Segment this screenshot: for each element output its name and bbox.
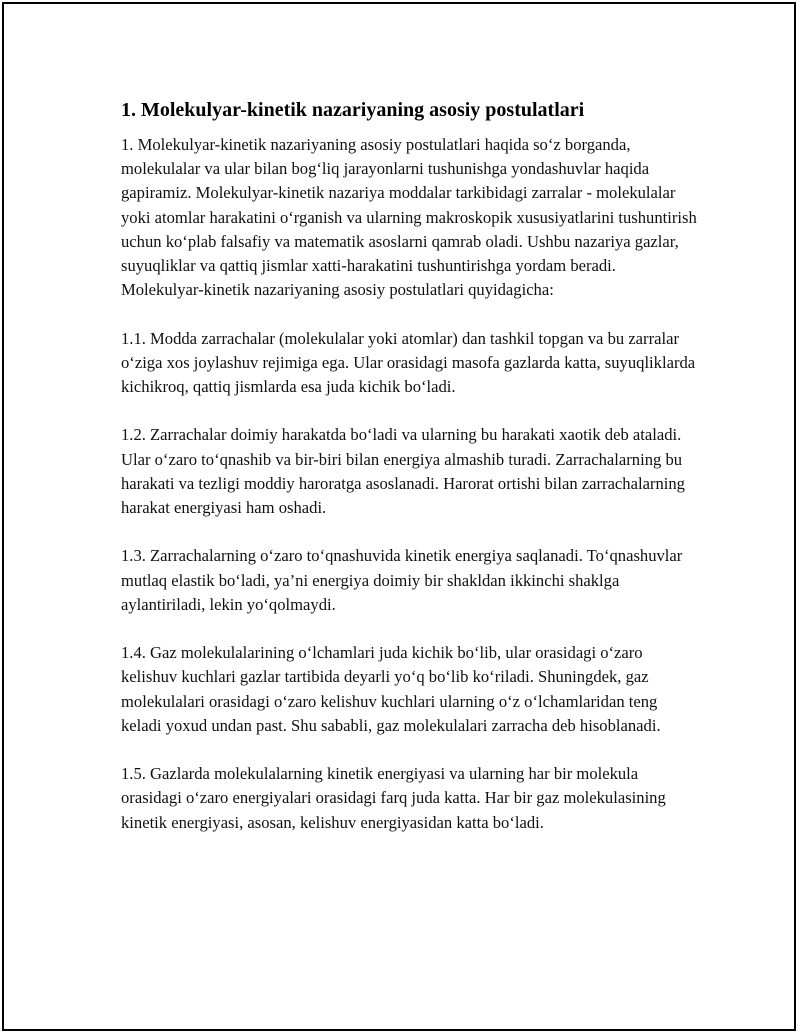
paragraph-1-1: 1.1. Modda zarrachalar (molekulalar yoki atomlar) dan tashkil topgan va bu zarralar o‘ziga xos joylashuv rejimiga ega. Ular orasidagi masofa gazlarda katta, suyuqliklarda kichikroq, qattiq jismlarda esa juda kichik bo‘ladi. [121, 328, 696, 397]
paragraph-1-2: 1.2. Zarrachalar doimiy harakatda bo‘ladi va ularning bu harakati xaotik deb ataladi. Ular o‘zaro to‘qnashib va bir-biri bilan energiya almashib turadi. Zarrachalarning bu harakati va tezligi moddiy haroratga asoslanadi. Harorat ortishi bilan zarrachalarning harakat energiyasi ham oshadi. [121, 425, 685, 518]
page-frame [2, 2, 796, 1031]
paragraph-1-4: 1.4. Gaz molekulalarining o‘lchamlari juda kichik bo‘lib, ular orasidagi o‘zaro kelishuv kuchlari gazlar tartibida deyarli yo‘q bo‘lib ko‘riladi. Shuningdek, gaz molekulalari orasidagi o‘zaro kelishuv kuchlari ularning o‘z o‘lchamlaridan teng keladi yoxud undan past. Shu sababli, gaz molekulalari zarracha deb hisoblanadi. [121, 643, 661, 735]
paragraph-1-5: 1.5. Gazlarda molekulalarning kinetik energiyasi va ularning har bir molekula orasidagi o‘zaro energiyalari orasidagi farq juda katta. Har bir gaz molekulasining kinetik energiyasi, asosan, kelishuv energiyasidan katta bo‘ladi. [121, 764, 666, 832]
paragraph-1-3: 1.3. Zarrachalarning o‘zaro to‘qnashuvida kinetik energiya saqlanadi. To‘qnashuvlar mutlaq elastik bo‘ladi, ya’ni energiya doimiy bir shakldan ikkinchi shaklga aylantiriladi, lekin yo‘qolmaydi. [121, 546, 683, 614]
document-body [121, 96, 701, 835]
document-title: 1. Molekulyar-kinetik nazariyaning asosiy postulatlari [121, 99, 585, 121]
paragraph-intro: 1. Molekulyar-kinetik nazariyaning asosiy postulatlari haqida so‘z borganda, molekulalar va ular bilan bog‘liq jarayonlarni tushunishga yondashuvlar haqida gapiramiz. Molekulyar-kinetik nazariya moddalar tarkibidagi zarralar - molekulalar yoki atomlar harakatini o‘rganish va ularning makroskopik xususiyatlarini tushuntirish uchun ko‘plab falsafiy va matematik asoslarni qamrab oladi. Ushbu nazariya gazlar, suyuqliklar va qattiq jismlar xatti-harakatini tushuntirishga yordam beradi. Molekulyar-kinetik nazariyaning asosiy postulatlari quyidagicha: [121, 135, 697, 300]
